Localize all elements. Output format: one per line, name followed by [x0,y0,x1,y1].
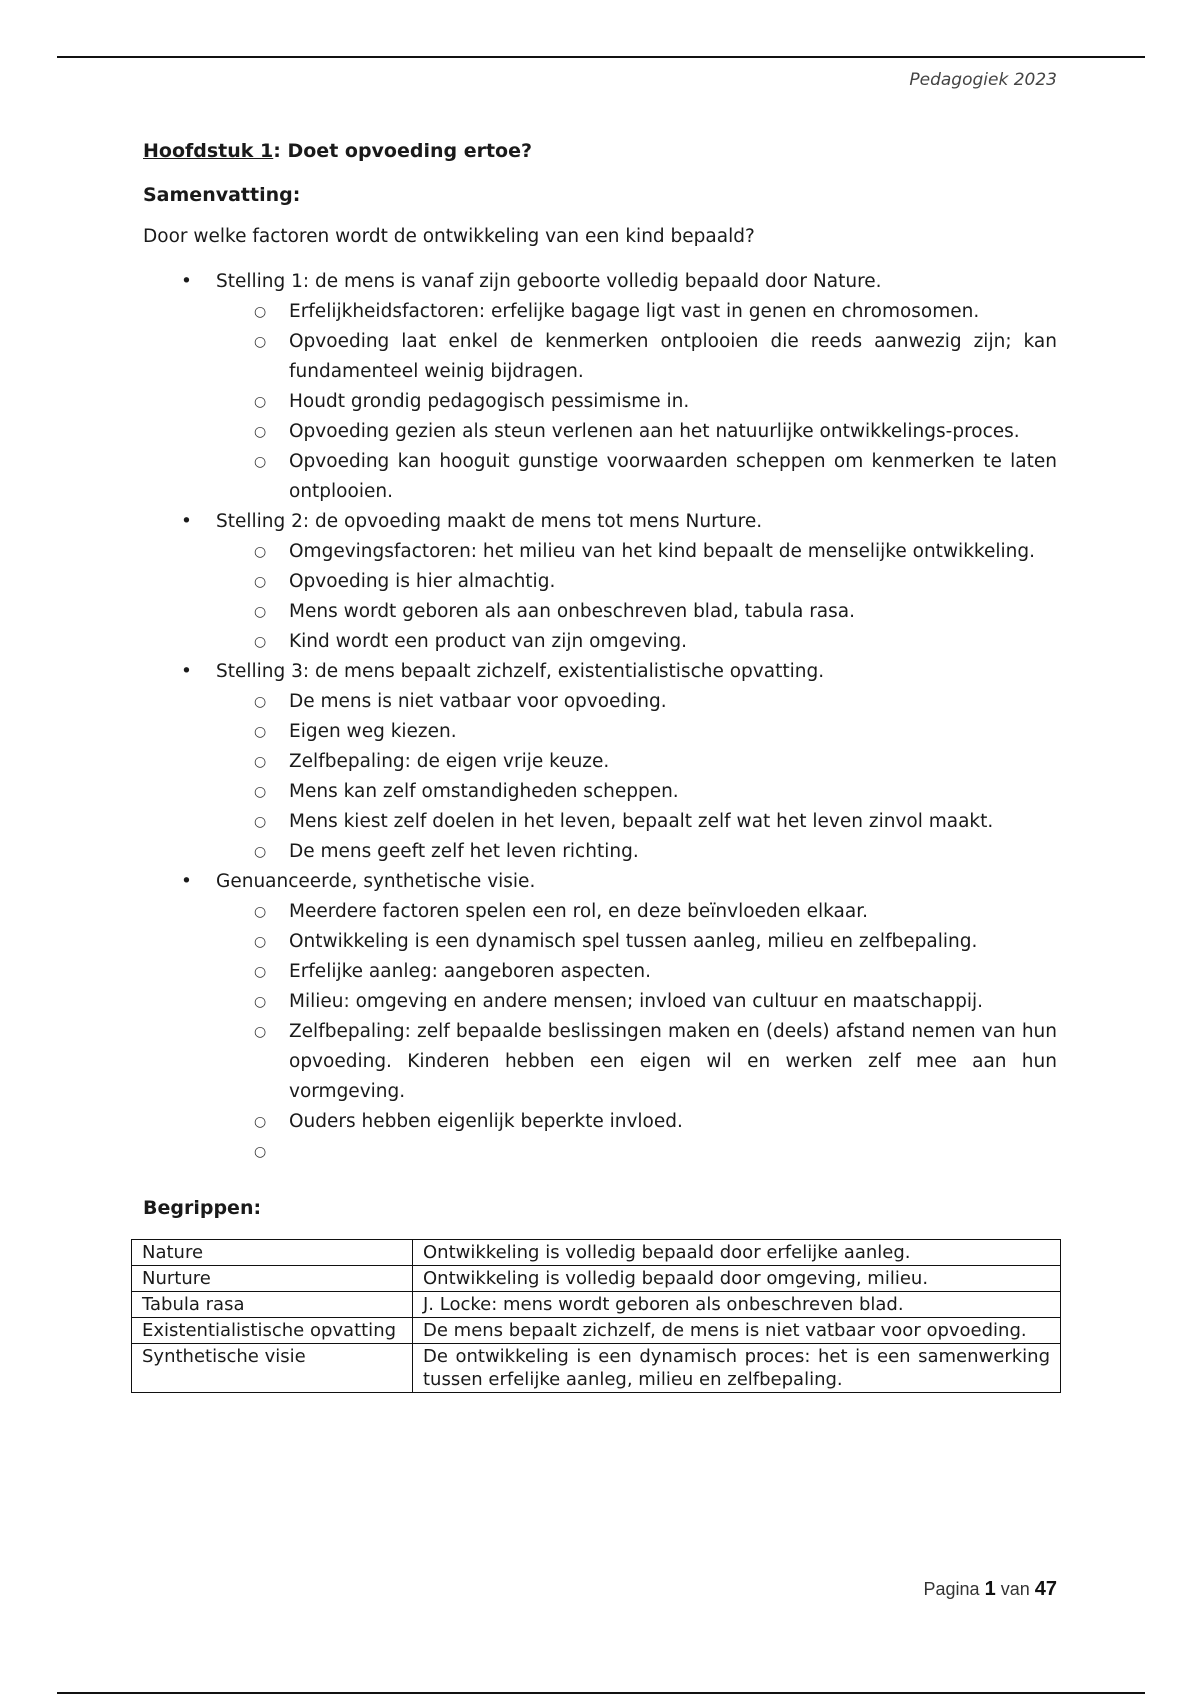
sub-item-text: Houdt grondig pedagogisch pessimisme in. [289,391,690,412]
bullet-icon: • [181,271,192,292]
term-cell: Synthetische visie [132,1344,413,1393]
stelling-item [143,867,1057,1167]
definition-cell: De ontwikkeling is een dynamisch proces: het is een samenwerking tussen erfelijke aanleg, milieu en zelfbepaling. [413,1344,1061,1393]
sub-item-text: Kind wordt een product van zijn omgeving. [289,631,688,652]
definition-cell: De mens bepaalt zichzelf, de mens is niet vatbaar voor opvoeding. [413,1318,1061,1344]
terms-row [132,1266,1061,1292]
terms-table [131,1239,1061,1393]
definition-cell: Ontwikkeling is volledig bepaald door omgeving, milieu. [413,1266,1061,1292]
term-cell: Existentialistische opvatting [132,1318,413,1344]
stelling-text: Stelling 2: de opvoeding maakt de mens tot mens Nurture. [216,511,763,532]
circle-bullet-icon: ○ [254,1144,267,1160]
sub-item-text: Mens kan zelf omstandigheden scheppen. [289,781,679,802]
sub-item-text: Zelfbepaling: zelf bepaalde beslissingen maken en (deels) afstand nemen van hun opvoeding. Kinderen hebben een eigen wil en werken zelf mee aan hun vormgeving. [289,1021,1057,1102]
sub-item [216,567,1057,597]
sub-item-text: Eigen weg kiezen. [289,721,457,742]
sub-item [216,777,1057,807]
circle-bullet-icon: ○ [254,694,267,710]
sub-item [216,537,1057,567]
sub-item [216,1017,1057,1107]
circle-bullet-icon: ○ [254,394,267,410]
sub-item-text: Milieu: omgeving en andere mensen; invloed van cultuur en maatschappij. [289,991,983,1012]
circle-bullet-icon: ○ [254,544,267,560]
chapter-title [143,140,1057,162]
summary-heading: Samenvatting: [143,184,301,206]
sub-item [216,1107,1057,1137]
terms-row [132,1240,1061,1266]
sub-item-text: Ontwikkeling is een dynamisch spel tussen aanleg, milieu en zelfbepaling. [289,931,978,952]
sub-item [216,1137,1057,1167]
bullet-icon: • [181,661,192,682]
stelling-sublist [216,897,1057,1167]
circle-bullet-icon: ○ [254,1114,267,1130]
sub-item [216,627,1057,657]
footer-prefix: Pagina [923,1579,980,1599]
page-content [143,140,1057,1393]
circle-bullet-icon: ○ [254,934,267,950]
footer-page-number: 1 [984,1578,996,1600]
page-footer [923,1578,1057,1601]
circle-bullet-icon: ○ [254,724,267,740]
sub-item [216,447,1057,507]
sub-item-text: Zelfbepaling: de eigen vrije keuze. [289,751,610,772]
circle-bullet-icon: ○ [254,634,267,650]
stelling-sublist [216,297,1057,507]
sub-item-text: Mens wordt geboren als aan onbeschreven blad, tabula rasa. [289,601,856,622]
chapter-label: Hoofdstuk 1 [143,140,274,162]
circle-bullet-icon: ○ [254,454,267,470]
sub-item [216,717,1057,747]
circle-bullet-icon: ○ [254,304,267,320]
term-cell: Tabula rasa [132,1292,413,1318]
circle-bullet-icon: ○ [254,754,267,770]
sub-item-text: Mens kiest zelf doelen in het leven, bepaalt zelf wat het leven zinvol maakt. [289,811,994,832]
footer-middle: van [1000,1579,1030,1599]
stelling-sublist [216,537,1057,657]
chapter-title-text: : Doet opvoeding ertoe? [273,140,533,162]
circle-bullet-icon: ○ [254,574,267,590]
sub-item-text: De mens is niet vatbaar voor opvoeding. [289,691,667,712]
footer-total-pages: 47 [1034,1578,1057,1600]
sub-item-text: De mens geeft zelf het leven richting. [289,841,639,862]
top-rule [57,56,1145,58]
bottom-rule [57,1692,1145,1694]
circle-bullet-icon: ○ [254,604,267,620]
definition-cell: Ontwikkeling is volledig bepaald door erfelijke aanleg. [413,1240,1061,1266]
sub-item [216,597,1057,627]
sub-item [216,327,1057,387]
terms-row [132,1344,1061,1393]
stelling-text: Genuanceerde, synthetische visie. [216,871,536,892]
circle-bullet-icon: ○ [254,814,267,830]
summary-list [143,267,1057,1167]
circle-bullet-icon: ○ [254,1024,267,1040]
sub-item [216,957,1057,987]
summary-intro: Door welke factoren wordt de ontwikkeling van een kind bepaald? [143,226,755,247]
sub-item-text: Opvoeding is hier almachtig. [289,571,556,592]
circle-bullet-icon: ○ [254,994,267,1010]
sub-item [216,417,1057,447]
sub-item-text: Opvoeding gezien als steun verlenen aan het natuurlijke ontwikkelings-proces. [289,421,1020,442]
circle-bullet-icon: ○ [254,334,267,350]
sub-item-text: Erfelijkheidsfactoren: erfelijke bagage ligt vast in genen en chromosomen. [289,301,980,322]
sub-item [216,837,1057,867]
circle-bullet-icon: ○ [254,964,267,980]
definition-cell: J. Locke: mens wordt geboren als onbeschreven blad. [413,1292,1061,1318]
sub-item [216,897,1057,927]
terms-row [132,1318,1061,1344]
circle-bullet-icon: ○ [254,904,267,920]
stelling-item [143,507,1057,657]
sub-item-text: Ouders hebben eigenlijk beperkte invloed. [289,1111,683,1132]
stelling-text: Stelling 1: de mens is vanaf zijn geboorte volledig bepaald door Nature. [216,271,882,292]
sub-item [216,747,1057,777]
term-cell: Nature [132,1240,413,1266]
term-cell: Nurture [132,1266,413,1292]
terms-row [132,1292,1061,1318]
sub-item [216,297,1057,327]
running-header: Pedagogiek 2023 [909,70,1057,90]
sub-item-text: Omgevingsfactoren: het milieu van het kind bepaalt de menselijke ontwikkeling. [289,541,1035,562]
bullet-icon: • [181,871,192,892]
sub-item [216,807,1057,837]
sub-item-text: Erfelijke aanleg: aangeboren aspecten. [289,961,651,982]
sub-item-text: Opvoeding kan hooguit gunstige voorwaarden scheppen om kenmerken te laten ontplooien. [289,451,1057,502]
terms-heading: Begrippen: [143,1197,262,1219]
stelling-item [143,657,1057,867]
stelling-text: Stelling 3: de mens bepaalt zichzelf, existentialistische opvatting. [216,661,825,682]
sub-item [216,387,1057,417]
sub-item [216,927,1057,957]
stelling-sublist [216,687,1057,867]
sub-item-text: Opvoeding laat enkel de kenmerken ontplooien die reeds aanwezig zijn; kan fundamenteel weinig bijdragen. [289,331,1057,382]
circle-bullet-icon: ○ [254,424,267,440]
bullet-icon: • [181,511,192,532]
sub-item [216,987,1057,1017]
stelling-item [143,267,1057,507]
circle-bullet-icon: ○ [254,784,267,800]
circle-bullet-icon: ○ [254,844,267,860]
sub-item [216,687,1057,717]
sub-item-text: Meerdere factoren spelen een rol, en deze beïnvloeden elkaar. [289,901,869,922]
